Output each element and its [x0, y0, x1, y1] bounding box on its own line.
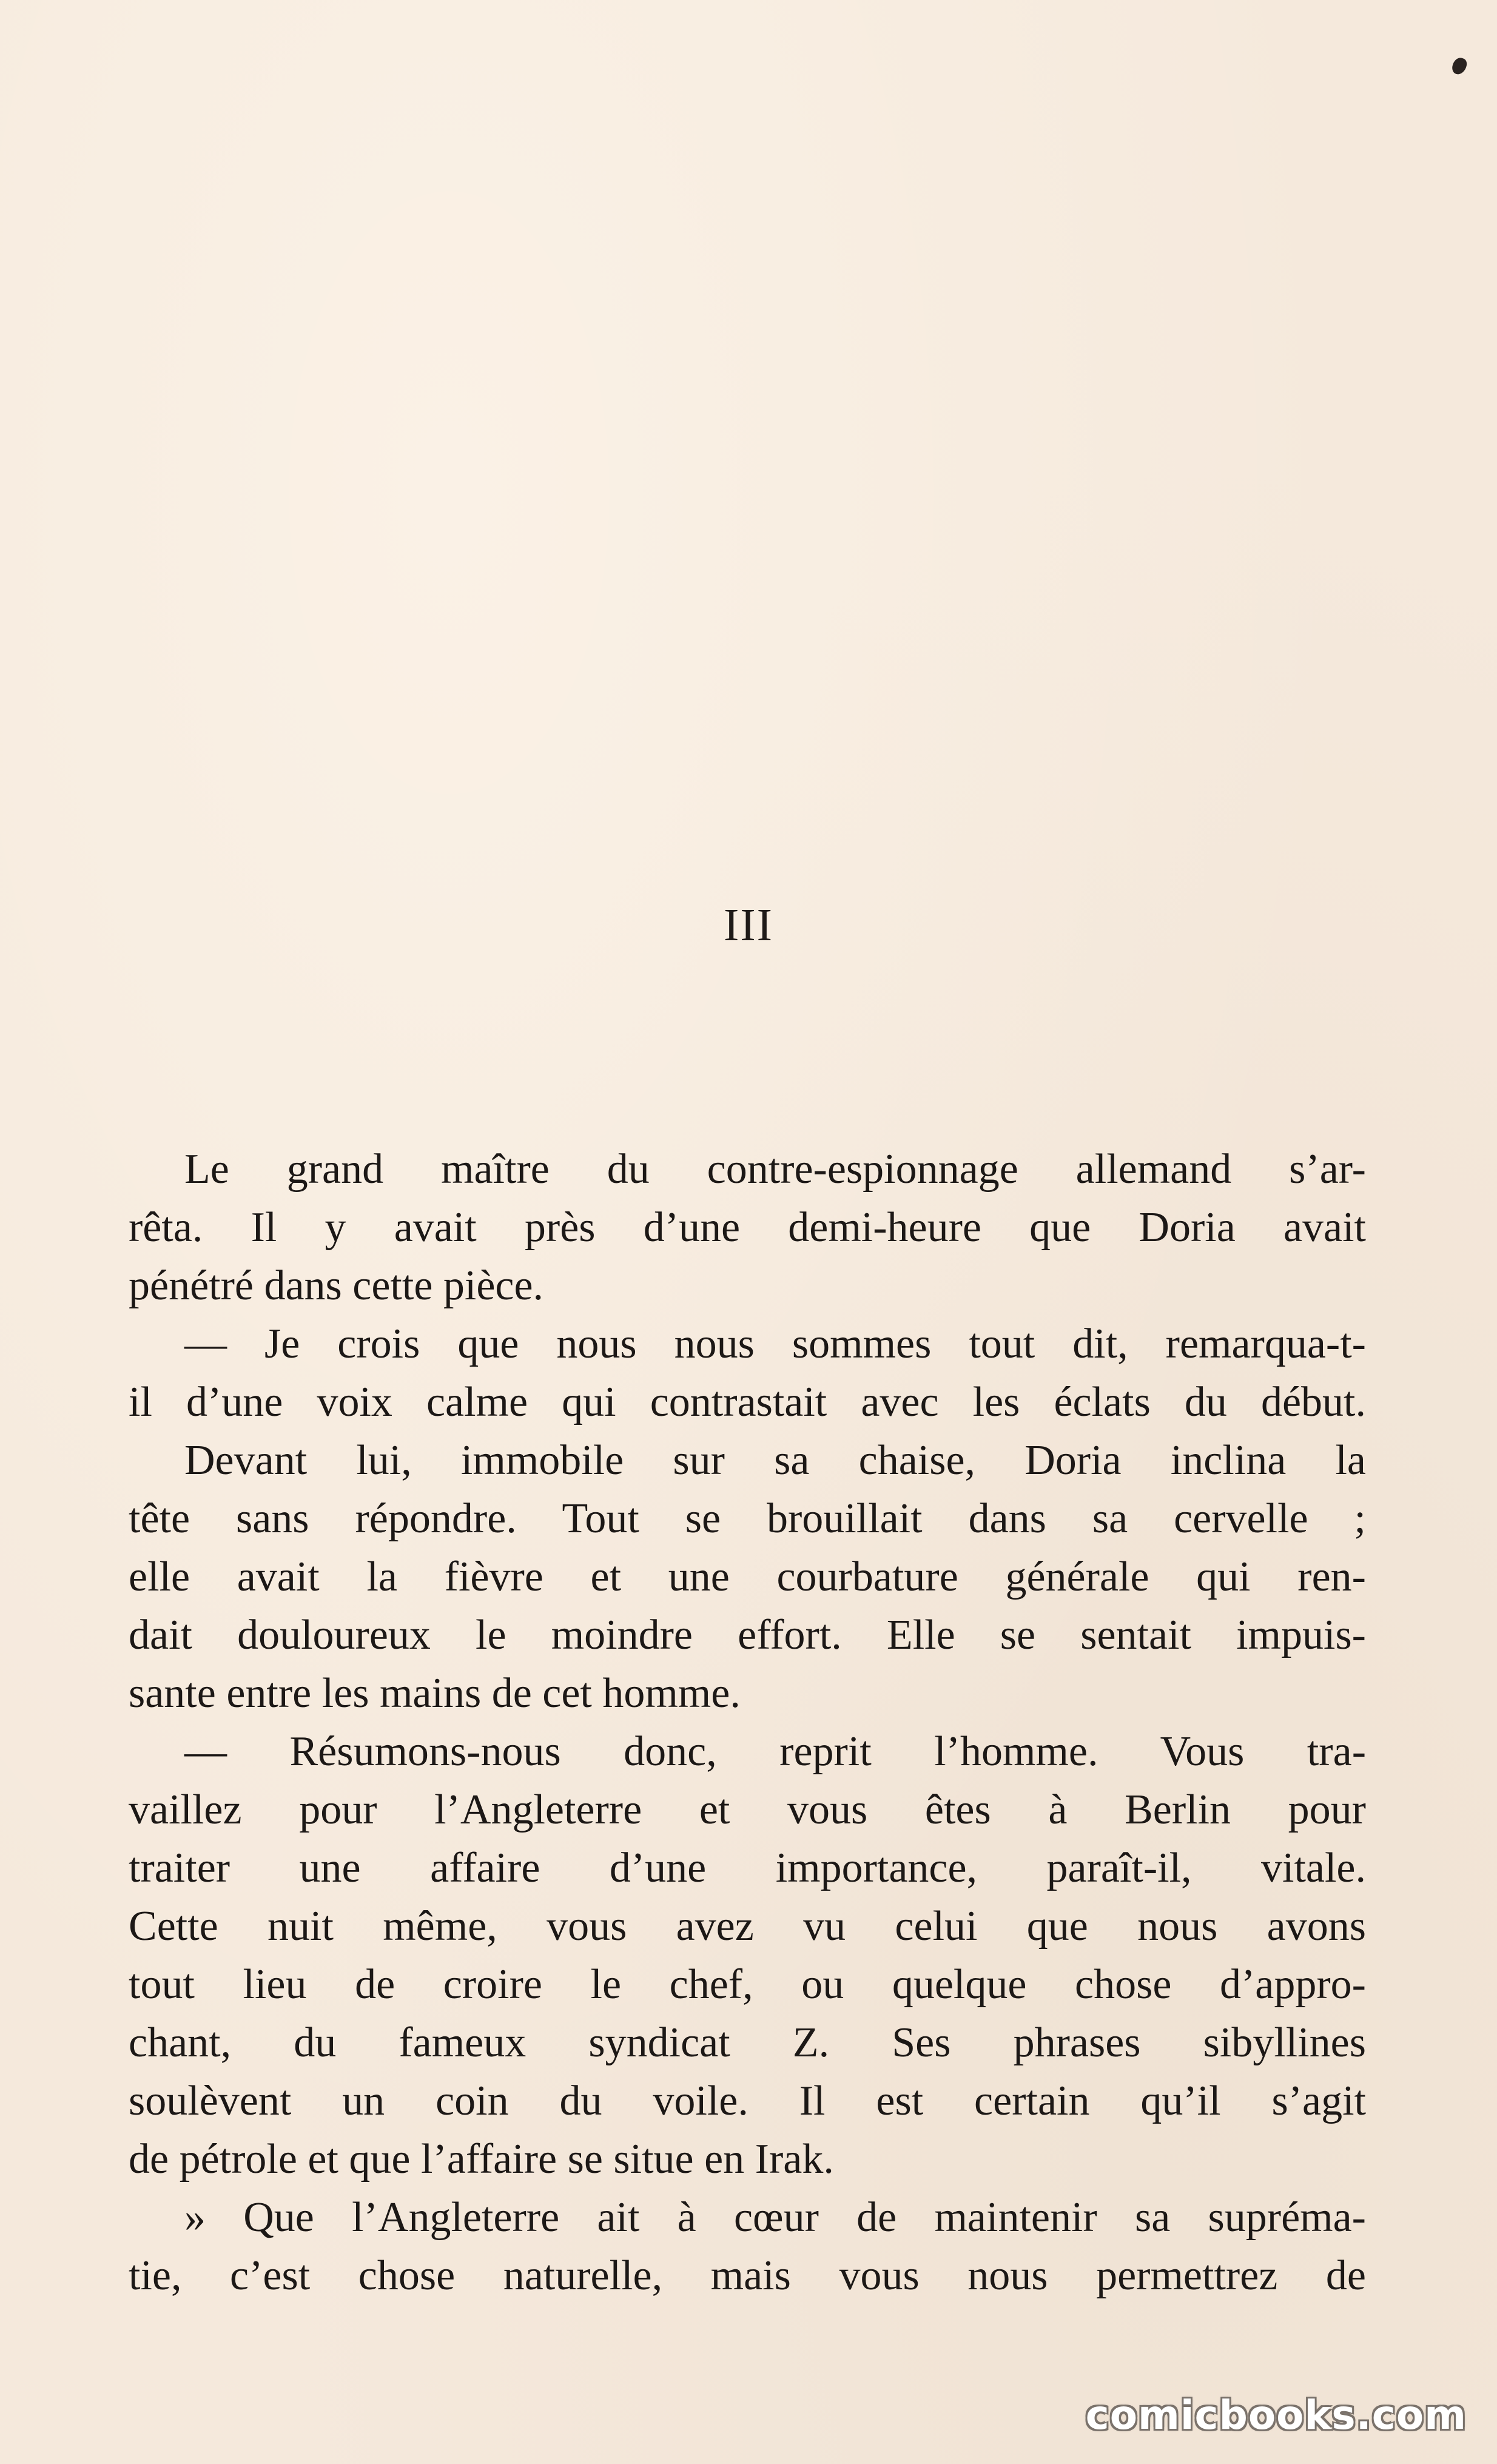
text-line: tout lieu de croire le chef, ou quelque chose d’appro- — [129, 1961, 1366, 2008]
text-line: vaillez pour l’Angleterre et vous êtes à Berlin pour — [129, 1786, 1366, 1833]
text-line: tie, c’est chose naturelle, mais vous nous permettrez de — [129, 2252, 1366, 2299]
text-line: — Résumons-nous donc, reprit l’homme. Vous tra- — [184, 1728, 1366, 1775]
text-line: il d’une voix calme qui contrastait avec les éclats du début. — [129, 1379, 1366, 1426]
text-line: sante entre les mains de cet homme. — [129, 1670, 741, 1717]
ink-speck — [1450, 56, 1468, 76]
text-line: de pétrole et que l’affaire se situe en Irak. — [129, 2136, 834, 2183]
body-text — [129, 1140, 1366, 2305]
text-line: pénétré dans cette pièce. — [129, 1262, 544, 1309]
text-line: dait douloureux le moindre effort. Elle se sentait impuis- — [129, 1612, 1366, 1658]
text-line: Le grand maître du contre-espionnage allemand s’ar- — [184, 1146, 1366, 1193]
text-line: chant, du fameux syndicat Z. Ses phrases sibyllines — [129, 2019, 1366, 2066]
chapter-heading: III — [724, 900, 773, 951]
text-line: rêta. Il y avait près d’une demi-heure que Doria avait — [129, 1204, 1366, 1251]
text-line: traiter une affaire d’une importance, paraît-il, vitale. — [129, 1845, 1366, 1891]
text-line: » Que l’Angleterre ait à cœur de maintenir sa supréma- — [184, 2194, 1366, 2241]
text-line: Devant lui, immobile sur sa chaise, Doria inclina la — [184, 1437, 1366, 1484]
text-line: elle avait la fièvre et une courbature générale qui ren- — [129, 1553, 1366, 1600]
text-line: Cette nuit même, vous avez vu celui que nous avons — [129, 1903, 1366, 1950]
site-watermark: comicbooks.com — [1085, 2392, 1467, 2439]
text-line: soulèvent un coin du voile. Il est certain qu’il s’agit — [129, 2078, 1366, 2124]
text-line: tête sans répondre. Tout se brouillait dans sa cervelle ; — [129, 1495, 1366, 1542]
text-line: — Je crois que nous nous sommes tout dit, remarqua-t- — [184, 1321, 1366, 1367]
